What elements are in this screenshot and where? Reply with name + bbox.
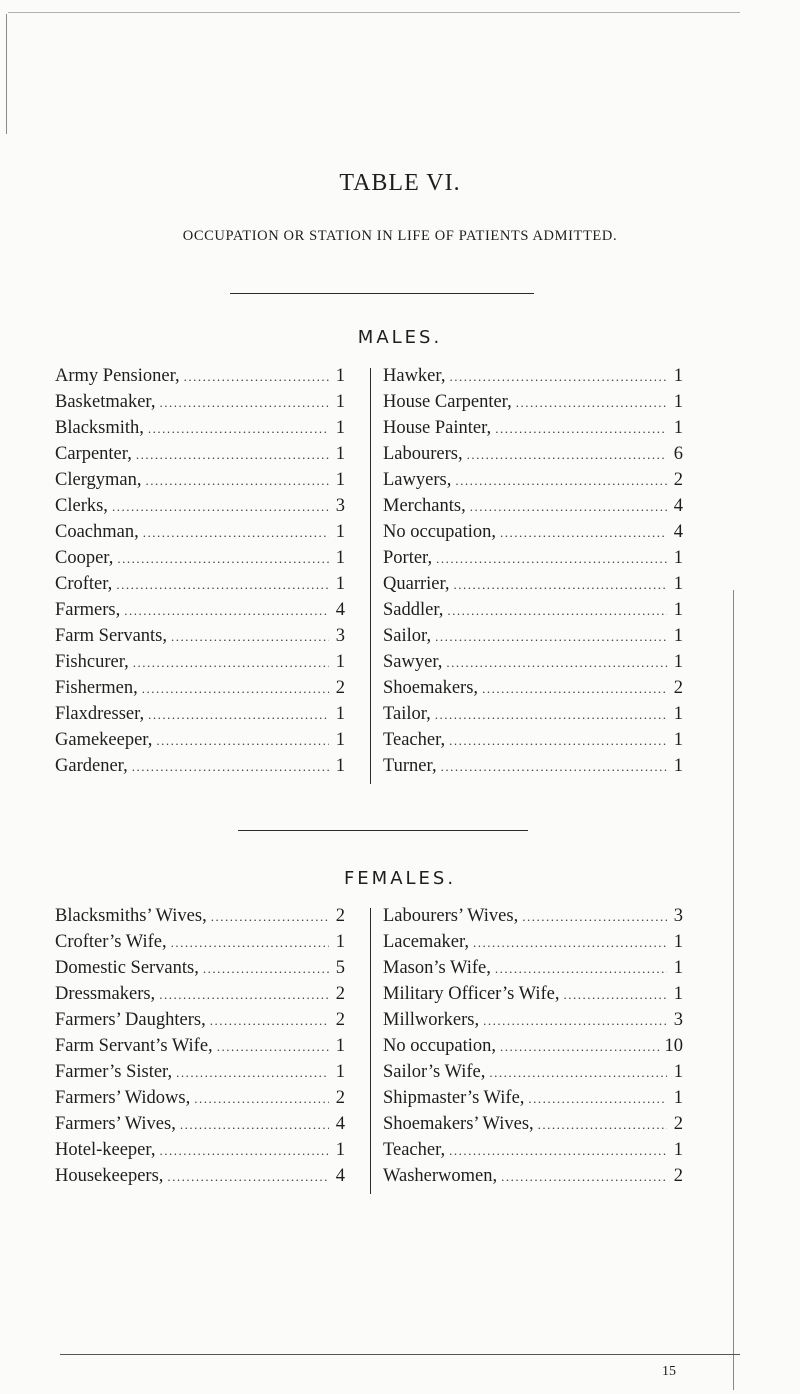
page-edge-right — [733, 590, 734, 1390]
occupation-label: Carpenter, — [55, 444, 132, 464]
occupation-label: Coachman, — [55, 522, 139, 542]
patient-count: 1 — [673, 1140, 683, 1160]
dot-leader — [124, 603, 329, 619]
dot-leader — [538, 1117, 667, 1133]
dot-leader — [167, 1169, 329, 1185]
table-subtitle: OCCUPATION OR STATION IN LIFE OF PATIENTS ADMITTED. — [182, 228, 618, 244]
patient-count: 2 — [673, 1166, 683, 1186]
dot-leader — [483, 1013, 667, 1029]
occupation-label: Shipmaster’s Wife, — [383, 1088, 525, 1108]
table-row — [55, 600, 345, 626]
occupation-label: Saddler, — [383, 600, 444, 620]
dot-leader — [441, 759, 667, 775]
occupation-label: Blacksmiths’ Wives, — [55, 906, 207, 926]
dot-leader — [500, 525, 667, 541]
patient-count: 1 — [673, 756, 683, 776]
patient-count: 1 — [335, 704, 345, 724]
table-row — [55, 574, 345, 600]
dot-leader — [148, 421, 329, 437]
table-row — [55, 522, 345, 548]
dot-leader — [136, 447, 329, 463]
females-left-column — [55, 906, 345, 1192]
occupation-label: Military Officer’s Wife, — [383, 984, 560, 1004]
table-row — [55, 730, 345, 756]
table-row — [383, 626, 683, 652]
dot-leader — [171, 935, 329, 951]
dot-leader — [171, 629, 329, 645]
patient-count: 5 — [335, 958, 345, 978]
dot-leader — [495, 961, 667, 977]
patient-count: 2 — [335, 678, 345, 698]
table-row — [383, 652, 683, 678]
dot-leader — [176, 1065, 329, 1081]
dot-leader — [449, 733, 667, 749]
dot-leader — [495, 421, 667, 437]
table-title: TABLE VI. — [339, 170, 461, 196]
patient-count: 10 — [664, 1036, 683, 1056]
patient-count: 2 — [673, 678, 683, 698]
occupation-label: Teacher, — [383, 1140, 446, 1160]
occupation-label: Shoemakers’ Wives, — [383, 1114, 534, 1134]
patient-count: 2 — [673, 1114, 683, 1134]
dot-leader — [454, 577, 667, 593]
divider-rule — [238, 830, 528, 831]
occupation-label: Hotel-keeper, — [55, 1140, 156, 1160]
patient-count: 1 — [673, 574, 683, 594]
patient-count: 1 — [673, 1088, 683, 1108]
patient-count: 1 — [335, 418, 345, 438]
dot-leader — [148, 707, 329, 723]
occupation-label: Farm Servant’s Wife, — [55, 1036, 213, 1056]
occupation-label: Millworkers, — [383, 1010, 480, 1030]
patient-count: 1 — [673, 392, 683, 412]
occupation-label: Merchants, — [383, 496, 466, 516]
table-row — [383, 574, 683, 600]
table-row — [383, 1088, 683, 1114]
occupation-label: Sawyer, — [383, 652, 443, 672]
table-row — [383, 1036, 683, 1062]
occupation-label: Lacemaker, — [383, 932, 470, 952]
occupation-label: Washerwomen, — [383, 1166, 498, 1186]
occupation-label: Housekeepers, — [55, 1166, 164, 1186]
patient-count: 2 — [335, 984, 345, 1004]
occupation-label: Farmers, — [55, 600, 121, 620]
patient-count: 1 — [335, 366, 345, 386]
page-edge-left — [6, 14, 7, 134]
table-row — [55, 756, 345, 782]
patient-count: 2 — [335, 906, 345, 926]
dot-leader — [522, 909, 667, 925]
females-heading: FEMALES. — [343, 868, 457, 889]
table-row — [55, 704, 345, 730]
table-row — [55, 1166, 345, 1192]
table-row — [383, 548, 683, 574]
dot-leader — [500, 1039, 660, 1055]
table-row — [383, 984, 683, 1010]
occupation-label: Clergyman, — [55, 470, 142, 490]
patient-count: 1 — [335, 444, 345, 464]
table-row — [383, 418, 683, 444]
patient-count: 1 — [673, 366, 683, 386]
dot-leader — [470, 499, 667, 515]
females-right-column — [383, 906, 683, 1192]
table-row — [383, 366, 683, 392]
patient-count: 1 — [335, 574, 345, 594]
column-divider — [370, 368, 371, 784]
patient-count: 1 — [335, 1140, 345, 1160]
dot-leader — [142, 681, 329, 697]
table-row — [383, 392, 683, 418]
patient-count: 4 — [335, 600, 345, 620]
dot-leader — [146, 473, 330, 489]
page-number: 15 — [662, 1364, 676, 1379]
dot-leader — [446, 655, 667, 671]
table-row — [383, 470, 683, 496]
dot-leader — [211, 909, 329, 925]
patient-count: 6 — [673, 444, 683, 464]
occupation-label: Sailor, — [383, 626, 432, 646]
occupation-label: Army Pensioner, — [55, 366, 180, 386]
males-right-column — [383, 366, 683, 782]
page-edge-bottom — [60, 1354, 740, 1355]
patient-count: 4 — [673, 496, 683, 516]
occupation-label: House Painter, — [383, 418, 492, 438]
column-divider — [370, 908, 371, 1194]
table-row — [383, 730, 683, 756]
patient-count: 3 — [335, 626, 345, 646]
table-row — [55, 1114, 345, 1140]
patient-count: 2 — [335, 1088, 345, 1108]
occupation-label: Farmer’s Sister, — [55, 1062, 173, 1082]
occupation-label: Fishcurer, — [55, 652, 129, 672]
table-row — [383, 704, 683, 730]
occupation-label: Labourers’ Wives, — [383, 906, 519, 926]
table-row — [383, 678, 683, 704]
page-edge-top — [8, 12, 740, 13]
patient-count: 1 — [335, 1036, 345, 1056]
occupation-label: Hawker, — [383, 366, 446, 386]
occupation-label: Fishermen, — [55, 678, 138, 698]
occupation-label: Farmers’ Daughters, — [55, 1010, 206, 1030]
table-row — [55, 1010, 345, 1036]
dot-leader — [116, 577, 329, 593]
occupation-label: Gardener, — [55, 756, 128, 776]
occupation-label: Sailor’s Wife, — [383, 1062, 486, 1082]
patient-count: 3 — [335, 496, 345, 516]
occupation-label: Quarrier, — [383, 574, 450, 594]
dot-leader — [564, 987, 668, 1003]
patient-count: 1 — [673, 704, 683, 724]
dot-leader — [455, 473, 667, 489]
table-row — [383, 1010, 683, 1036]
patient-count: 3 — [673, 1010, 683, 1030]
table-row — [55, 1036, 345, 1062]
dot-leader — [156, 733, 329, 749]
occupation-label: Shoemakers, — [383, 678, 479, 698]
table-row — [55, 626, 345, 652]
dot-leader — [501, 1169, 667, 1185]
occupation-label: Dressmakers, — [55, 984, 156, 1004]
dot-leader — [132, 759, 329, 775]
dot-leader — [133, 655, 329, 671]
patient-count: 4 — [335, 1114, 345, 1134]
table-row — [55, 418, 345, 444]
occupation-label: Cooper, — [55, 548, 114, 568]
patient-count: 2 — [335, 1010, 345, 1030]
table-row — [55, 984, 345, 1010]
patient-count: 1 — [673, 652, 683, 672]
occupation-label: Labourers, — [383, 444, 463, 464]
patient-count: 1 — [673, 600, 683, 620]
table-row — [55, 1140, 345, 1166]
males-heading: MALES. — [357, 327, 443, 348]
occupation-label: Flaxdresser, — [55, 704, 145, 724]
table-row — [55, 366, 345, 392]
patient-count: 4 — [673, 522, 683, 542]
patient-count: 1 — [335, 730, 345, 750]
dot-leader — [117, 551, 329, 567]
patient-count: 1 — [673, 626, 683, 646]
dot-leader — [489, 1065, 667, 1081]
males-left-column — [55, 366, 345, 782]
occupation-label: No occupation, — [383, 522, 497, 542]
patient-count: 1 — [673, 958, 683, 978]
patient-count: 1 — [673, 730, 683, 750]
occupation-label: Clerks, — [55, 496, 108, 516]
patient-count: 2 — [673, 470, 683, 490]
table-row — [55, 444, 345, 470]
dot-leader — [203, 961, 329, 977]
dot-leader — [210, 1013, 329, 1029]
occupation-label: Turner, — [383, 756, 437, 776]
patient-count: 1 — [673, 418, 683, 438]
table-row — [383, 1114, 683, 1140]
dot-leader — [159, 395, 329, 411]
dot-leader — [447, 603, 667, 619]
table-row — [55, 470, 345, 496]
patient-count: 1 — [335, 548, 345, 568]
table-row — [55, 548, 345, 574]
table-row — [55, 906, 345, 932]
table-row — [55, 678, 345, 704]
table-row — [383, 1140, 683, 1166]
table-row — [383, 444, 683, 470]
dot-leader — [436, 551, 667, 567]
patient-count: 1 — [673, 1062, 683, 1082]
occupation-label: Crofter’s Wife, — [55, 932, 167, 952]
occupation-label: Porter, — [383, 548, 433, 568]
patient-count: 1 — [335, 932, 345, 952]
dot-leader — [184, 369, 329, 385]
dot-leader — [467, 447, 667, 463]
patient-count: 3 — [673, 906, 683, 926]
dot-leader — [435, 707, 667, 723]
occupation-label: Gamekeeper, — [55, 730, 153, 750]
dot-leader — [473, 935, 667, 951]
table-row — [55, 652, 345, 678]
table-row — [383, 522, 683, 548]
occupation-label: Blacksmith, — [55, 418, 144, 438]
occupation-label: House Carpenter, — [383, 392, 512, 412]
dot-leader — [482, 681, 667, 697]
table-row — [383, 1166, 683, 1192]
dot-leader — [528, 1091, 667, 1107]
dot-leader — [112, 499, 329, 515]
dot-leader — [159, 987, 329, 1003]
table-row — [383, 906, 683, 932]
divider-rule — [230, 293, 534, 294]
dot-leader — [516, 395, 667, 411]
occupation-label: Crofter, — [55, 574, 113, 594]
patient-count: 1 — [673, 984, 683, 1004]
table-row — [383, 958, 683, 984]
table-row — [383, 756, 683, 782]
occupation-label: Tailor, — [383, 704, 431, 724]
occupation-label: Farm Servants, — [55, 626, 168, 646]
table-row — [55, 496, 345, 522]
occupation-label: Farmers’ Widows, — [55, 1088, 191, 1108]
table-row — [55, 958, 345, 984]
dot-leader — [143, 525, 329, 541]
dot-leader — [449, 369, 667, 385]
patient-count: 1 — [335, 522, 345, 542]
table-row — [55, 1062, 345, 1088]
table-row — [55, 1088, 345, 1114]
occupation-label: Domestic Servants, — [55, 958, 199, 978]
table-row — [383, 600, 683, 626]
patient-count: 1 — [673, 548, 683, 568]
patient-count: 1 — [673, 932, 683, 952]
occupation-label: Mason’s Wife, — [383, 958, 491, 978]
patient-count: 1 — [335, 756, 345, 776]
patient-count: 1 — [335, 392, 345, 412]
patient-count: 1 — [335, 652, 345, 672]
dot-leader — [159, 1143, 329, 1159]
occupation-label: Farmers’ Wives, — [55, 1114, 176, 1134]
dot-leader — [194, 1091, 329, 1107]
table-row — [383, 1062, 683, 1088]
patient-count: 1 — [335, 470, 345, 490]
occupation-label: Basketmaker, — [55, 392, 156, 412]
dot-leader — [435, 629, 667, 645]
occupation-label: Lawyers, — [383, 470, 452, 490]
dot-leader — [449, 1143, 667, 1159]
patient-count: 1 — [335, 1062, 345, 1082]
dot-leader — [217, 1039, 329, 1055]
dot-leader — [180, 1117, 329, 1133]
table-row — [55, 392, 345, 418]
table-row — [383, 496, 683, 522]
occupation-label: Teacher, — [383, 730, 446, 750]
occupation-label: No occupation, — [383, 1036, 497, 1056]
table-row — [383, 932, 683, 958]
table-row — [55, 932, 345, 958]
patient-count: 4 — [335, 1166, 345, 1186]
